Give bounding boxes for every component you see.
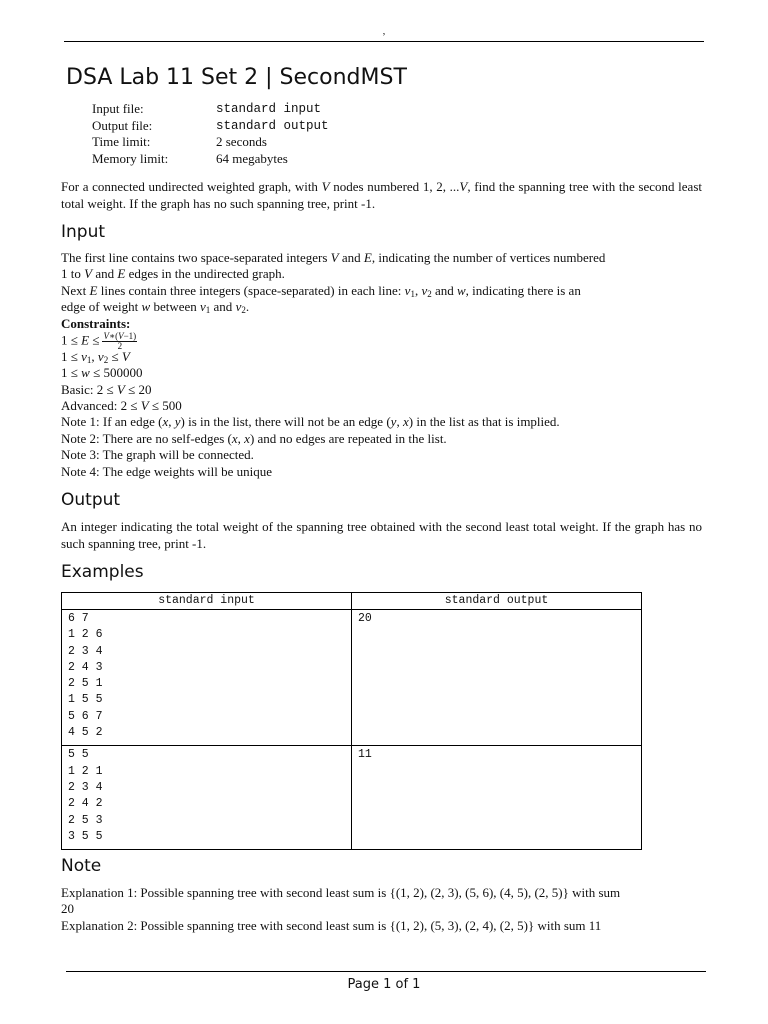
meta-label: Time limit: xyxy=(92,134,151,149)
examples-heading: Examples xyxy=(61,562,144,582)
footer-rule xyxy=(66,971,706,972)
example-output: 11 xyxy=(352,746,642,850)
header-mark: , xyxy=(382,26,386,37)
input-heading: Input xyxy=(61,222,106,242)
output-column-header: standard output xyxy=(352,593,642,610)
meta-label: Input file: xyxy=(92,101,144,116)
output-description: An integer indicating the total weight of the spanning tree obtained with the second least total weight. If the graph has no such spanning tree, print -1. xyxy=(61,519,702,551)
meta-value: 64 megabytes xyxy=(216,150,288,166)
header-rule xyxy=(64,41,704,42)
meta-value: standard output xyxy=(216,118,329,133)
example-output: 20 xyxy=(352,610,642,746)
page-number: Page 1 of 1 xyxy=(347,977,421,992)
input-column-header: standard input xyxy=(62,593,352,610)
output-heading: Output xyxy=(61,490,121,510)
constraints-label: Constraints: xyxy=(61,315,131,331)
input-section: The first line contains two space-separated integers V and E, indicating the number of vertices numbered 1 to V and E edges in the undirected graph. Next E lines contain three integers (space-separated) in each line: $v_1$, $v_2$ and w, indicating there is an edge of weight w between $v_1$ and $v_2$. Constraints: 1 ≤ E ≤ $\frac{V∗(V-1)}{2}$ $1 \le v_1$, $v_2 \le V$ 1 ≤ w ≤ 500000 Basic: 2 ≤ V ≤ 20 Advanced: 2 ≤ V ≤ 500 Note 1: If an edge (x, y) is in the list, there will not be an edge (y, x) in the list as that is implied. Note 2: There are no self-edges (x, x) and no edges are repeated in the list. Note 3: The graph will be connected. Note 4: The edge weights will be unique xyxy=(61,250,606,479)
fraction: $\frac{V∗(V-1)}{2}$ xyxy=(103,331,137,352)
meta-label: Memory limit: xyxy=(92,150,169,166)
meta-value: standard input xyxy=(216,102,322,116)
example-input: 5 5 1 2 1 2 3 4 2 4 2 2 5 3 3 5 5 xyxy=(62,746,352,850)
example-input: 6 7 1 2 6 2 3 4 2 4 3 2 5 1 1 5 5 5 6 7 4 5 2 xyxy=(62,610,352,746)
page-title: DSA Lab 11 Set 2 | SecondMST xyxy=(66,65,407,90)
note-section: Explanation 1: Possible spanning tree with second least sum is {(1, 2), (2, 3), (5, 6), (4, 5), (2, 5)} with sum 20 Explanation 2: Possible spanning tree with second least sum is {(1, 2), (5, 3), (2, 4), (2, 5)} with sum 11 xyxy=(61,885,621,933)
meta-value: 2 seconds xyxy=(216,134,267,149)
examples-table xyxy=(61,592,642,850)
example-row xyxy=(62,746,642,850)
example-row xyxy=(62,610,642,746)
examples-header-row xyxy=(62,593,642,610)
problem-statement: For a connected undirected weighted graph, with V nodes numbered 1, 2, ...V, find the spanning tree with the second least total weight. If the graph has no such spanning tree, print -1. xyxy=(61,179,702,211)
note-heading: Note xyxy=(61,856,102,876)
meta-label: Output file: xyxy=(92,117,153,133)
